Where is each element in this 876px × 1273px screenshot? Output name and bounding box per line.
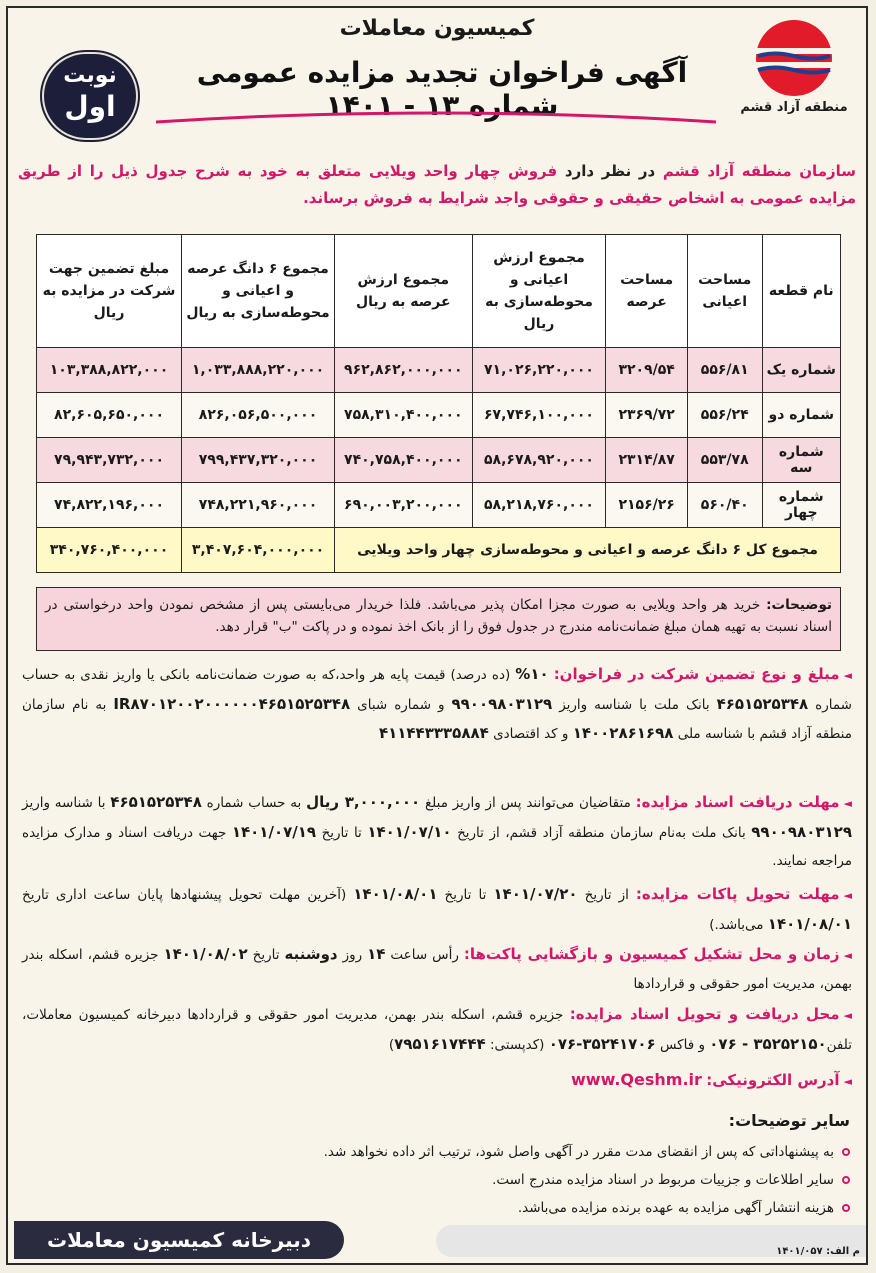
col-header: نام قطعه (762, 235, 840, 348)
table-cell: ۵۶۰/۴۰ (687, 483, 762, 528)
text: (ده درصد) قیمت پایه هر واحد،که به صورت ضمانت‌نامه بانکی یا واریز نقدی به حساب شماره (22, 667, 852, 713)
badge-line1: نوبت (63, 63, 117, 88)
table-cell: ۹۶۲,۸۶۲,۰۰۰,۰۰۰ (335, 348, 473, 393)
intro-paragraph (18, 158, 856, 212)
section-docs (22, 788, 852, 875)
badge-line2: اول (64, 90, 116, 123)
notes-label: توضیحات: (766, 597, 832, 613)
col-header: مساحت عرصه (606, 235, 687, 348)
list-item (28, 1138, 850, 1166)
text: روز (337, 947, 368, 963)
round-badge (42, 52, 138, 140)
text: و فاکس (655, 1037, 710, 1053)
date: ۱۴۰۱/۰۸/۰۲ (163, 945, 248, 963)
intro-org: سازمان منطقه آزاد قشم (662, 162, 856, 180)
intro-body: فروش چهار واحد ویلایی متعلق به خود به شرح جدول ذیل را از طریق مزایده عمومی به اشخاص حقیقی و حقوقی واجد شرایط به فروش برساند. (18, 162, 856, 207)
section-title: زمان و محل تشکیل کمیسیون و بازگشایی پاکت‌ها: (463, 945, 840, 963)
col-header: مجموع ۶ دانگ عرصه و اعیانی و محوطه‌سازی به ریال (182, 235, 335, 348)
table-cell: شماره دو (762, 393, 840, 438)
date: ۱۴۰۱/۰۷/۱۹ (231, 823, 317, 841)
table-cell: ۷۴۰,۷۵۸,۴۰۰,۰۰۰ (335, 438, 473, 483)
payment-id: ۹۹۰۰۹۸۰۳۱۲۹ (751, 823, 852, 841)
text: بانک ملت با شناسه واریز (552, 697, 717, 713)
table-cell: ۵۵۶/۲۴ (687, 393, 762, 438)
table-row (37, 393, 841, 438)
text: می‌باشد.) (709, 917, 768, 933)
section-title: مهلت تحویل پاکات مزایده: (635, 885, 840, 903)
table-cell: ۷۴۸,۲۲۱,۹۶۰,۰۰۰ (182, 483, 335, 528)
postal-code: ۷۹۵۱۶۱۷۴۴۴ (394, 1035, 486, 1053)
table-total-row (37, 528, 841, 573)
total-guarantee: ۳۴۰,۷۶۰,۴۰۰,۰۰۰ (37, 528, 182, 573)
list-item (28, 1194, 850, 1222)
section-title: مبلغ و نوع تضمین شرکت در فراخوان: (553, 665, 840, 683)
hour: ۱۴ (367, 945, 386, 963)
table-cell: ۱۰۳,۳۸۸,۸۲۲,۰۰۰ (37, 348, 182, 393)
title-underline-swash (156, 110, 716, 128)
table-cell: ۶۹۰,۰۰۳,۲۰۰,۰۰۰ (335, 483, 473, 528)
notes-box (36, 587, 841, 651)
table-cell: ۲۱۵۶/۲۶ (606, 483, 687, 528)
table-cell: ۷۴,۸۲۲,۱۹۶,۰۰۰ (37, 483, 182, 528)
footer-secretariat: دبیرخانه کمیسیون معاملات (14, 1221, 344, 1259)
table-cell: ۱,۰۳۳,۸۸۸,۲۲۰,۰۰۰ (182, 348, 335, 393)
phone: ۳۵۲۵۲۱۵۰ - ۰۷۶ (709, 1035, 827, 1053)
table-cell: ۶۷,۷۴۶,۱۰۰,۰۰۰ (472, 393, 606, 438)
text: به نام سازمان منطقه آزاد قشم با شناسه ملی (22, 697, 852, 742)
footer-code: م الف: ۱۴۰۱/۰۵۷ (776, 1246, 860, 1257)
header (8, 8, 866, 148)
date: ۱۴۰۱/۰۸/۰۱ (353, 885, 438, 903)
logo-caption: منطقه آزاد قشم (740, 100, 848, 115)
date: ۱۴۰۱/۰۷/۱۰ (367, 823, 452, 841)
section-guarantee (22, 660, 852, 748)
section-place (22, 1000, 852, 1059)
other-notes-list (28, 1138, 850, 1222)
list-item (28, 1166, 850, 1194)
section-title: محل دریافت و تحویل اسناد مزایده: (569, 1005, 840, 1023)
table-cell: شماره یک (762, 348, 840, 393)
table-row (37, 438, 841, 483)
list-item-text: هزینه انتشار آگهی مزایده به عهده برنده مزایده می‌باشد. (517, 1200, 834, 1216)
weekday: دوشنبه (284, 945, 338, 963)
total-value: ۳,۴۰۷,۶۰۴,۰۰۰,۰۰۰ (182, 528, 335, 573)
announcement-page (6, 6, 868, 1265)
website-link[interactable]: www.Qeshm.ir (571, 1070, 702, 1089)
text: جهت دریافت اسناد و مدارک مزایده مراجعه نمایند. (22, 825, 852, 869)
table-cell: ۵۵۳/۷۸ (687, 438, 762, 483)
text: جزیره قشم، اسکله بندر بهمن، مدیریت امور حقوقی و قراردادها (22, 947, 852, 992)
footer (8, 1219, 866, 1263)
guarantee-percent: ۱۰% (515, 665, 549, 683)
national-id: ۱۴۰۰۲۸۶۱۶۹۸ (572, 724, 674, 742)
account-number: ۴۶۵۱۵۲۵۳۴۸ (716, 695, 809, 713)
lots-table (36, 234, 841, 573)
text: به حساب شماره (201, 795, 307, 811)
commission-title: کمیسیون معاملات (339, 16, 535, 41)
table-cell: ۷۹۹,۴۳۷,۳۲۰,۰۰۰ (182, 438, 335, 483)
table-cell: ۷۹,۹۴۳,۷۳۲,۰۰۰ (37, 438, 182, 483)
fax: ۳۵۲۴۱۷۰۶-۰۷۶ (548, 1035, 656, 1053)
table-cell: ۲۳۱۴/۸۷ (606, 438, 687, 483)
docs-amount: ۳,۰۰۰,۰۰۰ ریال (306, 793, 421, 811)
text: جزیره قشم، اسکله بندر بهمن، مدیریت امور حقوقی و قراردادها دبیرخانه کمیسیون معاملات، تلفن (22, 1007, 852, 1053)
text: تاریخ (247, 947, 285, 963)
text: تا تاریخ (437, 887, 494, 903)
table-cell: ۸۲,۶۰۵,۶۵۰,۰۰۰ (37, 393, 182, 438)
arrow-left-icon: ◄ (843, 1075, 852, 1088)
text: و شماره شبای (350, 697, 452, 713)
account-number: ۴۶۵۱۵۲۵۳۴۸ (110, 793, 202, 811)
text: (آخرین مهلت تحویل پیشنهادها پایان ساعت اداری تاریخ (22, 887, 354, 903)
announcement-title: آگهی فراخوان تجدید مزایده عمومی شماره ۱۳ - ۱۴۰۱ (196, 56, 688, 122)
text: تا تاریخ (316, 825, 368, 841)
table-cell: ۸۲۶,۰۵۶,۵۰۰,۰۰۰ (182, 393, 335, 438)
section-web (22, 1066, 852, 1096)
section-title: آدرس الکترونیکی: (706, 1071, 840, 1089)
table-cell: ۵۸,۶۷۸,۹۲۰,۰۰۰ (472, 438, 606, 483)
section-opening (22, 940, 852, 998)
col-header: مبلغ تضمین جهت شرکت در مزایده به ریال (37, 235, 182, 348)
bullet-icon (842, 1176, 850, 1184)
list-item-text: به پیشنهاداتی که پس از انقضای مدت مقرر در آگهی واصل شود، ترتیب اثر داده نخواهد شد. (323, 1144, 834, 1160)
text: و کد اقتصادی (488, 726, 573, 742)
table-row (37, 483, 841, 528)
bullet-icon (842, 1204, 850, 1212)
table-cell: شماره چهار (762, 483, 840, 528)
payment-id: ۹۹۰۰۹۸۰۳۱۲۹ (451, 695, 553, 713)
section-delivery (22, 880, 852, 939)
text: ) (388, 1037, 395, 1053)
arrow-left-icon: ◄ (843, 797, 852, 810)
list-item-text: سایر اطلاعات و جزییات مربوط در اسناد مزایده مندرج است. (492, 1172, 834, 1188)
sheba-number: IR۸۷۰۱۲۰۰۲۰۰۰۰۰۰۴۶۵۱۵۲۵۳۴۸ (113, 695, 351, 713)
table-header-row (37, 235, 841, 348)
other-notes-title: سایر توضیحات: (728, 1111, 850, 1130)
table-row (37, 348, 841, 393)
table-cell: شماره سه (762, 438, 840, 483)
text: با شناسه واریز (22, 795, 111, 811)
table-cell: ۷۵۸,۳۱۰,۴۰۰,۰۰۰ (335, 393, 473, 438)
economic-code: ۴۱۱۴۴۳۳۳۵۸۸۴ (378, 724, 489, 742)
text: بانک ملت به‌نام سازمان منطقه آزاد قشم، از تاریخ (451, 825, 752, 841)
text: متقاضیان می‌توانند پس از واریز مبلغ (420, 795, 636, 811)
col-header: مجموع ارزش عرصه به ریال (335, 235, 473, 348)
date: ۱۴۰۱/۰۸/۰۱ (767, 915, 852, 933)
arrow-left-icon: ◄ (843, 669, 853, 682)
date: ۱۴۰۱/۰۷/۲۰ (493, 885, 578, 903)
arrow-left-icon: ◄ (843, 889, 852, 902)
arrow-left-icon: ◄ (843, 1009, 853, 1022)
arrow-left-icon: ◄ (843, 949, 852, 962)
bullet-icon (842, 1148, 850, 1156)
total-label: مجموع کل ۶ دانگ عرصه و اعیانی و محوطه‌سازی چهار واحد ویلایی (335, 528, 841, 573)
col-header: مساحت اعیانی (687, 235, 762, 348)
table-cell: ۵۵۶/۸۱ (687, 348, 762, 393)
table-cell: ۳۲۰۹/۵۴ (606, 348, 687, 393)
intro-mid: در نظر دارد (557, 162, 663, 180)
col-header: مجموع ارزش اعیانی و محوطه‌سازی به ریال (472, 235, 606, 348)
table-cell: ۵۸,۲۱۸,۷۶۰,۰۰۰ (472, 483, 606, 528)
table-cell: ۲۳۶۹/۷۲ (606, 393, 687, 438)
text: (کدپستی: (485, 1037, 549, 1053)
text: از تاریخ (577, 887, 636, 903)
section-title: مهلت دریافت اسناد مزایده: (635, 793, 840, 811)
notes-text: خرید هر واحد ویلایی به صورت مجزا امکان پذیر می‌باشد. فلذا خریدار می‌بایستی پس از مشخص نمودن واحد درخواستی در اسناد نسبت به تهیه همان مبلغ ضمانت‌نامه مندرج در جدول فوق را از بانک اخذ نموده و در پاکت "ب" قرار دهد. (45, 597, 832, 635)
table-cell: ۷۱,۰۲۶,۲۲۰,۰۰۰ (472, 348, 606, 393)
text: رأس ساعت (385, 947, 464, 963)
